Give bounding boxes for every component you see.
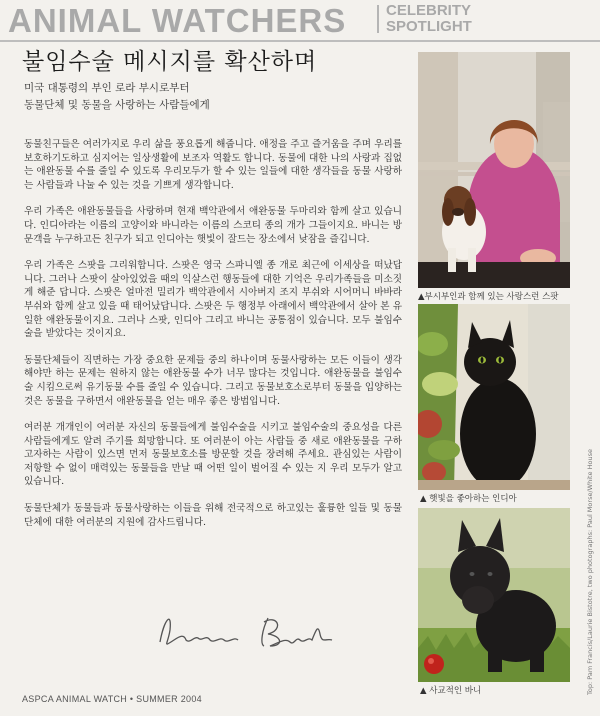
paragraph: 동물단체들이 직면하는 가장 중요한 문제들 중의 하나이며 동물사랑하는 모든 이들이 생각해야만 하는 문제는 원하지 않는 애완동물 수가 너무 많다는 것입니다. 애완동물을 불임수술 시킴으로써 유기동물 수를 줄일 수 있습니다. 그리고 동물보호소로부터 동물을 입양하는 것은 동물을 구하면서 애완동물을 얻는 매우 좋은 방법입니다. [24, 354, 402, 407]
section-label-line2: SPOTLIGHT [386, 18, 472, 35]
caption-barney: ▲ 사교적인 바니 [420, 686, 482, 696]
paragraph: 동물친구들은 여러가지로 우리 삶을 풍요롭게 해줍니다. 애정을 주고 즐거움을 주며 우리를 보호하기도하고 심지어는 일상생활에 보조자 역활도 합니다. 동물에 대한 나의 사랑과 집없는 애완동물 수를 줄일 수 있도록 우리모두가 할 수 있는 일들에 대한 생각들을 동물 사랑하는 사람들과 나눌 수 있는 것을 기쁘게 생각합니다. [24, 139, 402, 191]
paragraph: 우리 가족은 스팟을 그리워합니다. 스팟은 영국 스파니엘 종 개로 최근에 이세상을 떠났답니다. 그러나 스팟이 살아있었을 때의 익살스런 행동들에 대한 기억은 우리가족들을 미소짓게 해준 답니다. 스팟은 얼마전 밀리가 백악관에서 시아버지 조지 부쉬와 시어머니 바바라 부쉬와 함께 살고 있을 때 태어났답니다. 스팟은 두 행정부 아래에서 백악관에서 살아 본 유일한 애완동물이지요. 그러나 스팟, 인디아 그리고 바니는 공통점이 있습니다. 모두 불임수술을 받았다는 것이지요. [24, 260, 402, 340]
article-title: 불임수술 메시지를 확산하며 [22, 49, 318, 75]
article-body [24, 138, 402, 542]
article-subtitle-2: 동물단체 및 동물을 사랑하는 사람들에게 [24, 99, 210, 111]
header-rule [0, 40, 600, 42]
paragraph: 동물단체가 동물들과 동물사랑하는 이들을 위해 전국적으로 하고있는 훌륭한 일들 및 동물단체에 대한 여러분의 지원에 감사드립니다. [24, 503, 402, 528]
section-label [386, 3, 472, 35]
footer-issue: ASPCA ANIMAL WATCH • SUMMER 2004 [22, 694, 202, 704]
photo-india-cat [418, 304, 570, 490]
photo-barney-dog [418, 508, 570, 682]
paragraph: 여러분 개개인이 여러분 자신의 동물들에게 불임수술을 시키고 불임수술의 중요성을 다른 사람들에게도 알려 주기를 희망합니다. 또 여러분이 아는 사람들 중 새로 애완동물을 구하고자하는 사람이 있스면 먼저 동물보호소를 방문할 것을 장려해 주세요. 관심있는 사람이 저항할 수 없이 매력있는 동물들을 만날 때 어떤 일이 벌어질 수 있는 지 우리 모두가 알고 있습니다. [24, 422, 402, 488]
photo-laura-bush-spot [418, 52, 570, 288]
section-label-line1: CELEBRITY [386, 2, 472, 19]
caption-spot: ▲부시부인과 함께 있는 사랑스런 스팟 [418, 292, 559, 302]
paragraph: 우리 가족은 애완동물들을 사랑하며 현재 백악관에서 애완동물 두마리와 함께 살고 있습니다. 인디아라는 이름의 고양이와 바니라는 이름의 스코티 종의 개가 그들이지요. 바니는 방문객을 누구하고든 친구가 되고 인디아는 햇빛이 잘드는 장소에서 낮잠을 즐깁니다. [24, 206, 402, 245]
magazine-header [0, 0, 600, 40]
header-divider [377, 5, 379, 33]
magazine-title: ANIMAL WATCHERS [8, 2, 347, 39]
photo-credit: Top: Pam Francis/Laurie Bistotre, two photographs: Paul Morse/White House [586, 449, 594, 695]
caption-india: ▲ 햇빛을 좋아하는 인디아 [420, 494, 517, 504]
article-subtitle-1: 미국 대통령의 부인 로라 부시로부터 [24, 82, 190, 94]
signature-image [150, 600, 350, 660]
